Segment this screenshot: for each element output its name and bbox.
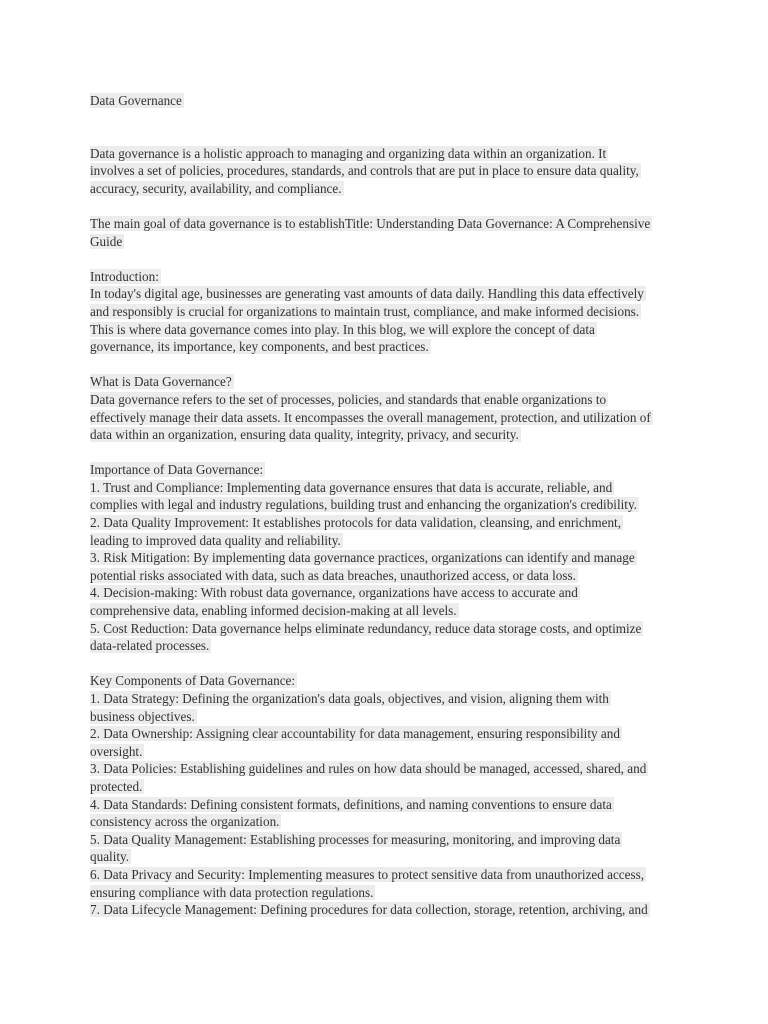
text-line-content: 1. Trust and Compliance: Implementing data governance ensures that data is accurate, reliable, and xyxy=(90,479,613,495)
text-line xyxy=(90,567,690,585)
text-line xyxy=(90,831,690,849)
text-line-content: quality. xyxy=(90,849,130,865)
text-line-content: involves a set of policies, procedures, standards, and controls that are put in place to ensure data quality, xyxy=(90,163,639,179)
text-line xyxy=(90,268,690,286)
text-line xyxy=(90,532,690,550)
text-line xyxy=(90,708,690,726)
text-line xyxy=(90,672,690,690)
text-line xyxy=(90,620,690,638)
text-line-content: and responsibly is crucial for organizations to maintain trust, compliance, and make informed decisions. xyxy=(90,303,640,319)
text-line xyxy=(90,584,690,602)
paragraph-gap xyxy=(90,655,690,673)
text-line xyxy=(90,479,690,497)
text-line xyxy=(90,549,690,567)
paragraph xyxy=(90,215,690,250)
text-line xyxy=(90,884,690,902)
paragraph-gap xyxy=(90,444,690,462)
text-line-content: 4. Decision-making: With robust data governance, organizations have access to accurate and xyxy=(90,585,578,601)
paragraph xyxy=(90,145,690,198)
text-line xyxy=(90,901,690,919)
text-line xyxy=(90,866,690,884)
text-line xyxy=(90,338,690,356)
text-line xyxy=(90,285,690,303)
text-line-content: Data governance is a holistic approach to managing and organizing data within an organization. It xyxy=(90,145,607,161)
text-line xyxy=(90,725,690,743)
text-line-content: 1. Data Strategy: Defining the organization's data goals, objectives, and vision, aligning them with xyxy=(90,691,609,706)
text-line-content: potential risks associated with data, such as data breaches, unauthorized access, or data loss. xyxy=(90,567,576,583)
text-line xyxy=(90,743,690,761)
text-line xyxy=(90,409,690,427)
text-line xyxy=(90,373,690,391)
text-line xyxy=(90,637,690,655)
text-line-content: business objectives. xyxy=(90,708,195,724)
text-line-content: Key Components of Data Governance: xyxy=(90,673,296,689)
text-line xyxy=(90,813,690,831)
text-line-content: Guide xyxy=(90,233,123,249)
text-line-content: Introduction: xyxy=(90,268,159,284)
text-line xyxy=(90,145,690,163)
text-line-content: comprehensive data, enabling informed decision-making at all levels. xyxy=(90,603,457,619)
text-line xyxy=(90,233,690,251)
paragraph xyxy=(90,672,690,918)
text-line-content: Importance of Data Governance: xyxy=(90,462,264,478)
text-line-content: oversight. xyxy=(90,743,143,759)
text-line-content: In today's digital age, businesses are generating vast amounts of data daily. Handling this data effectively xyxy=(90,286,644,302)
text-line-content: consistency across the organization. xyxy=(90,814,280,830)
document-title xyxy=(90,92,690,110)
text-line xyxy=(90,514,690,532)
text-line-content: accuracy, security, availability, and compliance. xyxy=(90,180,342,196)
paragraph-gap xyxy=(90,250,690,268)
text-line-content: The main goal of data governance is to establishTitle: Understanding Data Governance: A Comprehensive xyxy=(90,215,651,231)
text-line xyxy=(90,461,690,479)
text-line-content: 7. Data Lifecycle Management: Defining procedures for data collection, storage, retention, archiving, and xyxy=(90,902,648,918)
text-line xyxy=(90,778,690,796)
text-line xyxy=(90,215,690,233)
text-line-content: data-related processes. xyxy=(90,638,210,654)
document-body xyxy=(90,92,690,919)
text-line xyxy=(90,303,690,321)
text-line-content: 4. Data Standards: Defining consistent formats, definitions, and naming conventions to ensure data xyxy=(90,796,612,812)
text-line xyxy=(90,760,690,778)
text-line-content: 3. Data Policies: Establishing guidelines and rules on how data should be managed, accessed, shared, and xyxy=(90,761,647,777)
paragraph xyxy=(90,268,690,356)
text-line-content: data within an organization, ensuring data quality, integrity, privacy, and security. xyxy=(90,427,519,443)
text-line xyxy=(90,426,690,444)
text-line-content: 6. Data Privacy and Security: Implementing measures to protect sensitive data from unauthorized access, xyxy=(90,866,645,882)
text-line xyxy=(90,602,690,620)
text-line xyxy=(90,321,690,339)
text-line xyxy=(90,690,690,708)
text-line-content: complies with legal and industry regulations, building trust and enhancing the organization's credibility. xyxy=(90,497,637,513)
text-line-content: Data governance refers to the set of processes, policies, and standards that enable organizations to xyxy=(90,391,607,407)
text-line-content: governance, its importance, key components, and best practices. xyxy=(90,339,429,355)
text-line xyxy=(90,496,690,514)
paragraph-gap xyxy=(90,197,690,215)
text-line-content: ensuring compliance with data protection regulations. xyxy=(90,884,374,900)
paragraph xyxy=(90,461,690,655)
text-line-content: 2. Data Ownership: Assigning clear accountability for data management, ensuring responsibility and xyxy=(90,726,620,742)
text-line-content: leading to improved data quality and reliability. xyxy=(90,532,341,548)
text-line xyxy=(90,180,690,198)
text-line xyxy=(90,796,690,814)
text-line-content: 5. Data Quality Management: Establishing processes for measuring, monitoring, and improving data xyxy=(90,831,621,847)
text-line-content: What is Data Governance? xyxy=(90,374,232,390)
text-line-content: This is where data governance comes into play. In this blog, we will explore the concept of data xyxy=(90,321,595,337)
paragraph-container xyxy=(90,145,690,919)
document-title-text: Data Governance xyxy=(90,93,182,108)
paragraph-gap xyxy=(90,356,690,374)
text-line xyxy=(90,848,690,866)
text-line-content: 5. Cost Reduction: Data governance helps eliminate redundancy, reduce data storage costs, and optimize xyxy=(90,620,642,636)
text-line xyxy=(90,162,690,180)
paragraph xyxy=(90,373,690,443)
text-line-content: 2. Data Quality Improvement: It establishes protocols for data validation, cleansing, and enrichment, xyxy=(90,515,622,531)
text-line xyxy=(90,391,690,409)
text-line-content: effectively manage their data assets. It encompasses the overall management, protection, and utilization of xyxy=(90,409,651,425)
text-line-content: 3. Risk Mitigation: By implementing data governance practices, organizations can identify and manage xyxy=(90,550,635,566)
text-line-content: protected. xyxy=(90,778,143,794)
